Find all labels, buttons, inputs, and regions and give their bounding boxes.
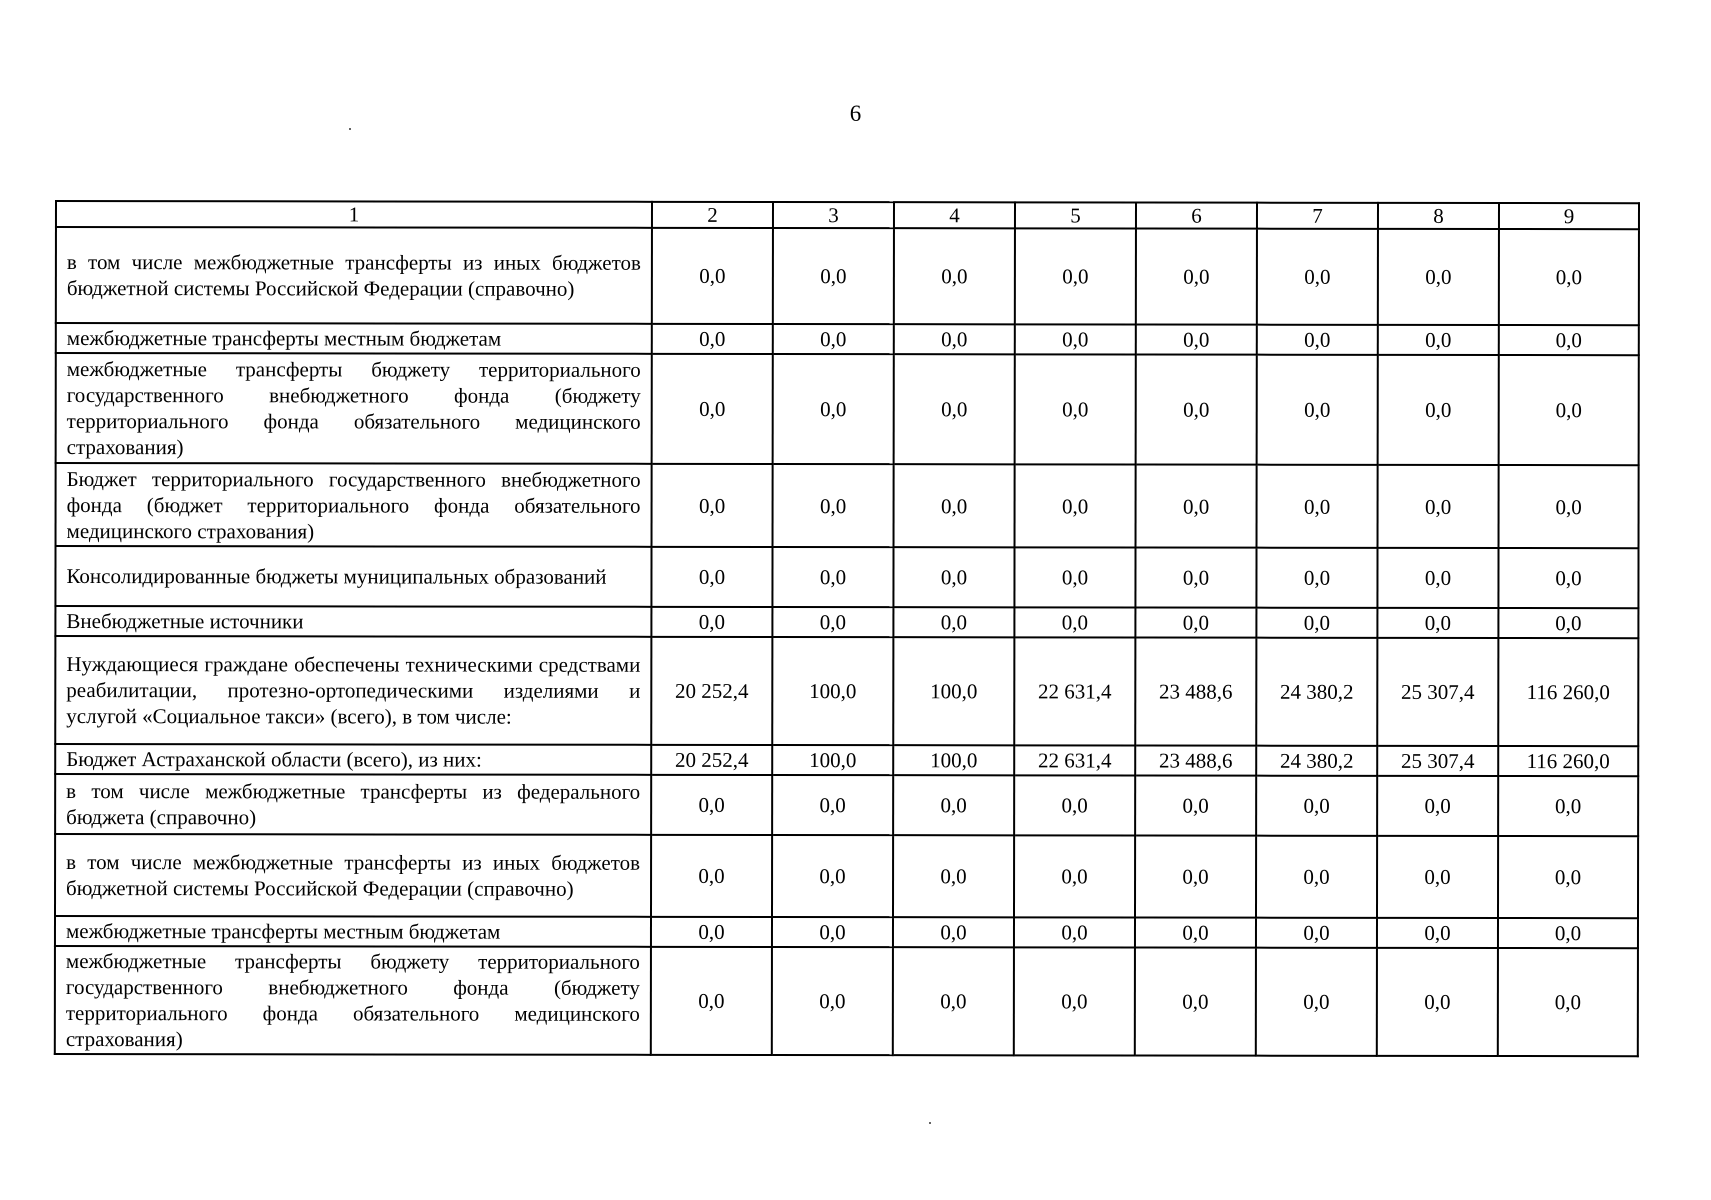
- value-cell: 25 307,4: [1377, 638, 1498, 746]
- value-cell: 0,0: [652, 228, 773, 324]
- value-cell: 0,0: [894, 324, 1015, 354]
- row-label: межбюджетные трансферты местным бюджетам: [56, 323, 652, 354]
- scan-speck: [929, 1122, 931, 1124]
- value-cell: 0,0: [1015, 464, 1136, 547]
- value-cell: 0,0: [1498, 918, 1638, 948]
- value-cell: 0,0: [1256, 608, 1377, 638]
- value-cell: 0,0: [894, 464, 1015, 547]
- column-header: 6: [1136, 203, 1257, 229]
- value-cell: 0,0: [772, 547, 893, 607]
- value-cell: 0,0: [1257, 229, 1378, 325]
- table-row: [56, 227, 1639, 325]
- value-cell: 0,0: [1378, 229, 1499, 325]
- value-cell: 0,0: [1014, 607, 1135, 637]
- value-cell: 25 307,4: [1377, 746, 1498, 776]
- value-cell: 0,0: [1135, 548, 1256, 608]
- value-cell: 23 488,6: [1135, 746, 1256, 776]
- value-cell: 20 252,4: [651, 745, 772, 775]
- value-cell: 116 260,0: [1498, 638, 1638, 746]
- value-cell: 0,0: [1498, 948, 1638, 1056]
- value-cell: 24 380,2: [1256, 638, 1377, 746]
- value-cell: 0,0: [651, 547, 772, 607]
- column-header: 4: [894, 202, 1015, 228]
- value-cell: 0,0: [1498, 836, 1638, 918]
- value-cell: 0,0: [651, 835, 772, 917]
- value-cell: 0,0: [1378, 325, 1499, 355]
- column-header: 5: [1015, 202, 1136, 228]
- row-label: межбюджетные трансферты местным бюджетам: [55, 916, 651, 947]
- value-cell: 0,0: [1015, 354, 1136, 464]
- value-cell: 0,0: [1256, 776, 1377, 836]
- row-label: Бюджет территориального государственного внебюджетного фонда (бюджет территориального фонда обязательного медицинского страхования): [56, 463, 652, 547]
- table-row: [56, 353, 1639, 465]
- value-cell: 0,0: [1136, 355, 1257, 465]
- row-label: в том числе межбюджетные трансферты из иных бюджетов бюджетной системы Российской Федерации (справочно): [55, 834, 651, 917]
- value-cell: 0,0: [772, 775, 893, 835]
- value-cell: 100,0: [772, 745, 893, 775]
- value-cell: 0,0: [1378, 355, 1499, 465]
- row-label: в том числе межбюджетные трансферты из федерального бюджета (справочно): [55, 774, 651, 835]
- column-header: 1: [56, 201, 652, 228]
- value-cell: 0,0: [651, 775, 772, 835]
- value-cell: 0,0: [1499, 325, 1639, 355]
- value-cell: 0,0: [1498, 548, 1638, 608]
- budget-table: [54, 200, 1640, 1057]
- value-cell: 0,0: [1014, 547, 1135, 607]
- value-cell: 0,0: [1256, 948, 1377, 1056]
- column-header: 3: [773, 202, 894, 228]
- value-cell: 0,0: [1135, 836, 1256, 918]
- value-cell: 0,0: [1014, 947, 1135, 1055]
- value-cell: 0,0: [773, 228, 894, 324]
- value-cell: 0,0: [893, 947, 1014, 1055]
- column-header: 7: [1257, 203, 1378, 229]
- value-cell: 0,0: [652, 324, 773, 354]
- value-cell: 0,0: [1499, 465, 1639, 548]
- value-cell: 100,0: [893, 745, 1014, 775]
- value-cell: 0,0: [1377, 836, 1498, 918]
- row-label: Нуждающиеся граждане обеспечены техническими средствами реабилитации, протезно-ортопедическими изделиями и услугой «Социальное такси» (всего), в том числе:: [55, 636, 651, 745]
- value-cell: 24 380,2: [1256, 746, 1377, 776]
- value-cell: 0,0: [893, 547, 1014, 607]
- value-cell: 0,0: [1257, 325, 1378, 355]
- value-cell: 0,0: [1257, 355, 1378, 465]
- value-cell: 0,0: [1377, 948, 1498, 1056]
- value-cell: 0,0: [1135, 948, 1256, 1056]
- value-cell: 0,0: [1136, 325, 1257, 355]
- value-cell: 0,0: [1136, 229, 1257, 325]
- value-cell: 0,0: [651, 607, 772, 637]
- value-cell: 100,0: [772, 637, 893, 745]
- value-cell: 0,0: [1135, 608, 1256, 638]
- value-cell: 0,0: [1015, 228, 1136, 324]
- table-row: [55, 916, 1638, 948]
- value-cell: 0,0: [1499, 229, 1639, 325]
- value-cell: 0,0: [894, 354, 1015, 464]
- value-cell: 0,0: [1135, 776, 1256, 836]
- value-cell: 0,0: [1135, 918, 1256, 948]
- value-cell: 0,0: [1499, 355, 1639, 465]
- value-cell: 0,0: [772, 835, 893, 917]
- table-row: [55, 606, 1638, 638]
- value-cell: 0,0: [652, 354, 773, 464]
- row-label: в том числе межбюджетные трансферты из иных бюджетов бюджетной системы Российской Федерации (справочно): [56, 227, 652, 324]
- value-cell: 0,0: [893, 835, 1014, 917]
- value-cell: 0,0: [1256, 548, 1377, 608]
- value-cell: 0,0: [651, 917, 772, 947]
- row-label: межбюджетные трансферты бюджету территориального государственного внебюджетного фонда (бюджету территориального фонда обязательного медицинского страхования): [56, 353, 652, 464]
- value-cell: 0,0: [1015, 324, 1136, 354]
- table-row: [55, 774, 1638, 836]
- row-label: Бюджет Астраханской области (всего), из них:: [55, 744, 651, 775]
- value-cell: 0,0: [1377, 548, 1498, 608]
- value-cell: 0,0: [1136, 465, 1257, 548]
- table-row: [56, 323, 1639, 355]
- value-cell: 0,0: [894, 228, 1015, 324]
- value-cell: 23 488,6: [1135, 638, 1256, 746]
- value-cell: 0,0: [1498, 608, 1638, 638]
- value-cell: 0,0: [773, 354, 894, 464]
- value-cell: 0,0: [1377, 776, 1498, 836]
- value-cell: 0,0: [1014, 835, 1135, 917]
- page-number: 6: [849, 101, 862, 126]
- row-label: Консолидированные бюджеты муниципальных образований: [55, 546, 651, 607]
- scan-speck: [349, 128, 351, 130]
- column-header: 2: [652, 202, 773, 228]
- value-cell: 22 631,4: [1014, 745, 1135, 775]
- value-cell: 0,0: [1377, 608, 1498, 638]
- value-cell: 0,0: [1014, 917, 1135, 947]
- table-row: [55, 946, 1638, 1056]
- value-cell: 0,0: [1256, 836, 1377, 918]
- table-row: [55, 546, 1638, 608]
- value-cell: 0,0: [772, 947, 893, 1055]
- value-cell: 0,0: [1378, 465, 1499, 548]
- value-cell: 0,0: [1014, 775, 1135, 835]
- value-cell: 0,0: [773, 324, 894, 354]
- value-cell: 0,0: [1498, 776, 1638, 836]
- value-cell: 0,0: [893, 775, 1014, 835]
- row-label: Внебюджетные источники: [55, 606, 651, 637]
- value-cell: 0,0: [1256, 918, 1377, 948]
- value-cell: 0,0: [772, 607, 893, 637]
- table-row: [55, 744, 1638, 776]
- value-cell: 116 260,0: [1498, 746, 1638, 776]
- column-header: 9: [1499, 203, 1639, 229]
- table-row: [56, 463, 1639, 548]
- table-header-row: [56, 201, 1639, 229]
- value-cell: 0,0: [893, 607, 1014, 637]
- value-cell: 0,0: [651, 947, 772, 1055]
- value-cell: 0,0: [893, 917, 1014, 947]
- row-label: межбюджетные трансферты бюджету территориального государственного внебюджетного фонда (бюджету территориального фонда обязательного медицинского страхования): [55, 946, 651, 1055]
- column-header: 8: [1378, 203, 1499, 229]
- value-cell: 0,0: [652, 464, 773, 547]
- value-cell: 0,0: [772, 917, 893, 947]
- value-cell: 0,0: [1377, 918, 1498, 948]
- table-row: [55, 636, 1638, 746]
- value-cell: 22 631,4: [1014, 637, 1135, 745]
- value-cell: 0,0: [773, 464, 894, 547]
- value-cell: 100,0: [893, 637, 1014, 745]
- table-row: [55, 834, 1638, 918]
- value-cell: 0,0: [1257, 465, 1378, 548]
- value-cell: 20 252,4: [651, 637, 772, 745]
